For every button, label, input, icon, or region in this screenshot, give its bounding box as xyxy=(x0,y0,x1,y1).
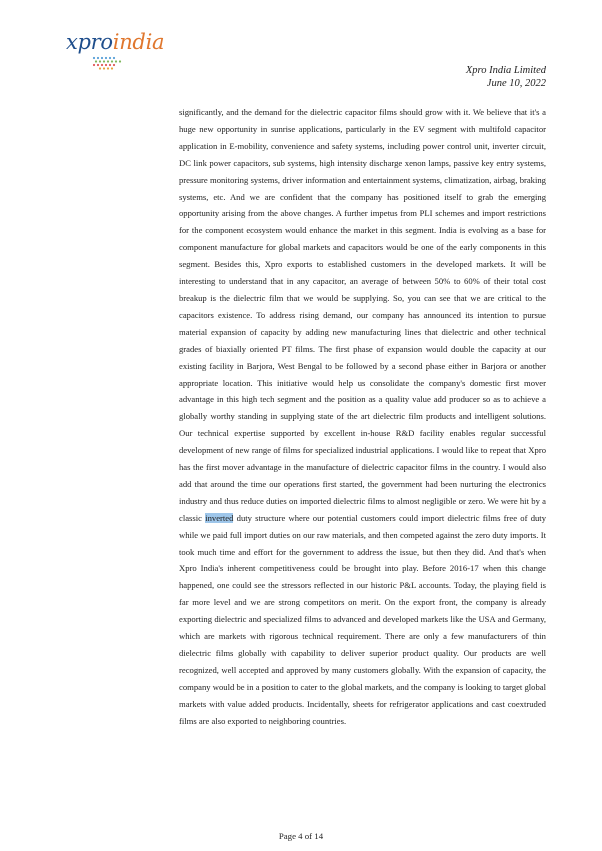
body-text-before: significantly, and the demand for the dielectric capacitor films should grow with it. We believe that it's a huge new opportunity in sunrise applications, particularly in the EV segment with multifold capacitor application in E-mobility, convenience and safety systems, including power control unit, inverter circuit, DC link power capacitors, sub systems, high intensity discharge xenon lamps, passive key entry systems, pressure monitoring systems, driver information and entertainment systems, climatization, airbag, braking systems, etc. And we are confident that the company has positioned itself to grab the emerging opportunity arising from the above changes. A further impetus from PLI schemes and import restrictions for the component ecosystem would enhance the market in this segment. India is evolving as a base for component manufacture for global markets and capacitors would be one of the early components in this segment. Besides this, Xpro exports to established customers in the developed markets. It will be interesting to understand that in any capacitor, an average of between 50% to 60% of their total cost breakup is the dielectric film that we would be supplying. So, you can see that we are critical to the capacitors existence. To address rising demand, our company has announced its intention to pursue material expansion of capacity by adding new manufacturing lines that dielectric and other technical grades of biaxially oriented PT films. The first phase of expansion would double the capacity at our existing facility in Barjora, West Bengal to be followed by a second phase either in Barjora or another appropriate location. This initiative would help us consolidate the company's domestic first mover advantage in this high tech segment and the position as a quality value add producer so as to achieve a globally worthy standing in supplying state of the art dielectric film products and intelligent solutions. Our technical expertise supported by excellent in-house R&D facility enables regular successful development of new range of films for specialized industrial applications. I would like to repeat that Xpro has the first mover advantage in the manufacture of dielectric capacitor films in the country. I would also add that around the time our operations first started, the government had been nurturing the electronics industry and thus reduce duties on imported dielectric films to almost negligible or zero. We were hit by a classic xyxy=(179,107,546,523)
company-logo xyxy=(66,30,166,72)
body-paragraph xyxy=(179,104,546,730)
logo-dots-icon xyxy=(92,56,126,70)
page-number: Page 4 of 14 xyxy=(278,831,324,841)
document-date: June 10, 2022 xyxy=(486,78,546,89)
logo-wordmark: xproindia xyxy=(66,30,165,54)
body-text-after: duty structure where our potential customers could import dielectric films free of duty while we paid full import duties on our raw materials, and then competed against the zero duty imports. It took much time and effort for the government to address the issue, but then they did. And that's when Xpro India's inherent competitiveness could be brought into play. Before 2016-17 when this change happened, one could see the stressors reflected in our historic P&L accounts. Today, the playing field is far more level and we are strong competitors on merit. On the export front, the company is already exporting dielectric and specialized films to advanced and developed markets like the USA and Germany, which are markets with rigorous technical requirement. There are only a few manufacturers of thin dielectric films globally with capability to deliver superior product quality. Our products are well recognized, well accepted and approved by many customers globally. With the expansion of capacity, the company would be in a position to cater to the global markets, and the company is looking to target global markets with value added products. Incidentally, sheets for refrigerator applications and cast coextruded films are also exported to neighboring countries. xyxy=(179,512,546,726)
company-name: Xpro India Limited xyxy=(465,65,546,76)
highlighted-word[interactable]: inverted xyxy=(205,512,234,523)
document-header xyxy=(466,64,546,90)
